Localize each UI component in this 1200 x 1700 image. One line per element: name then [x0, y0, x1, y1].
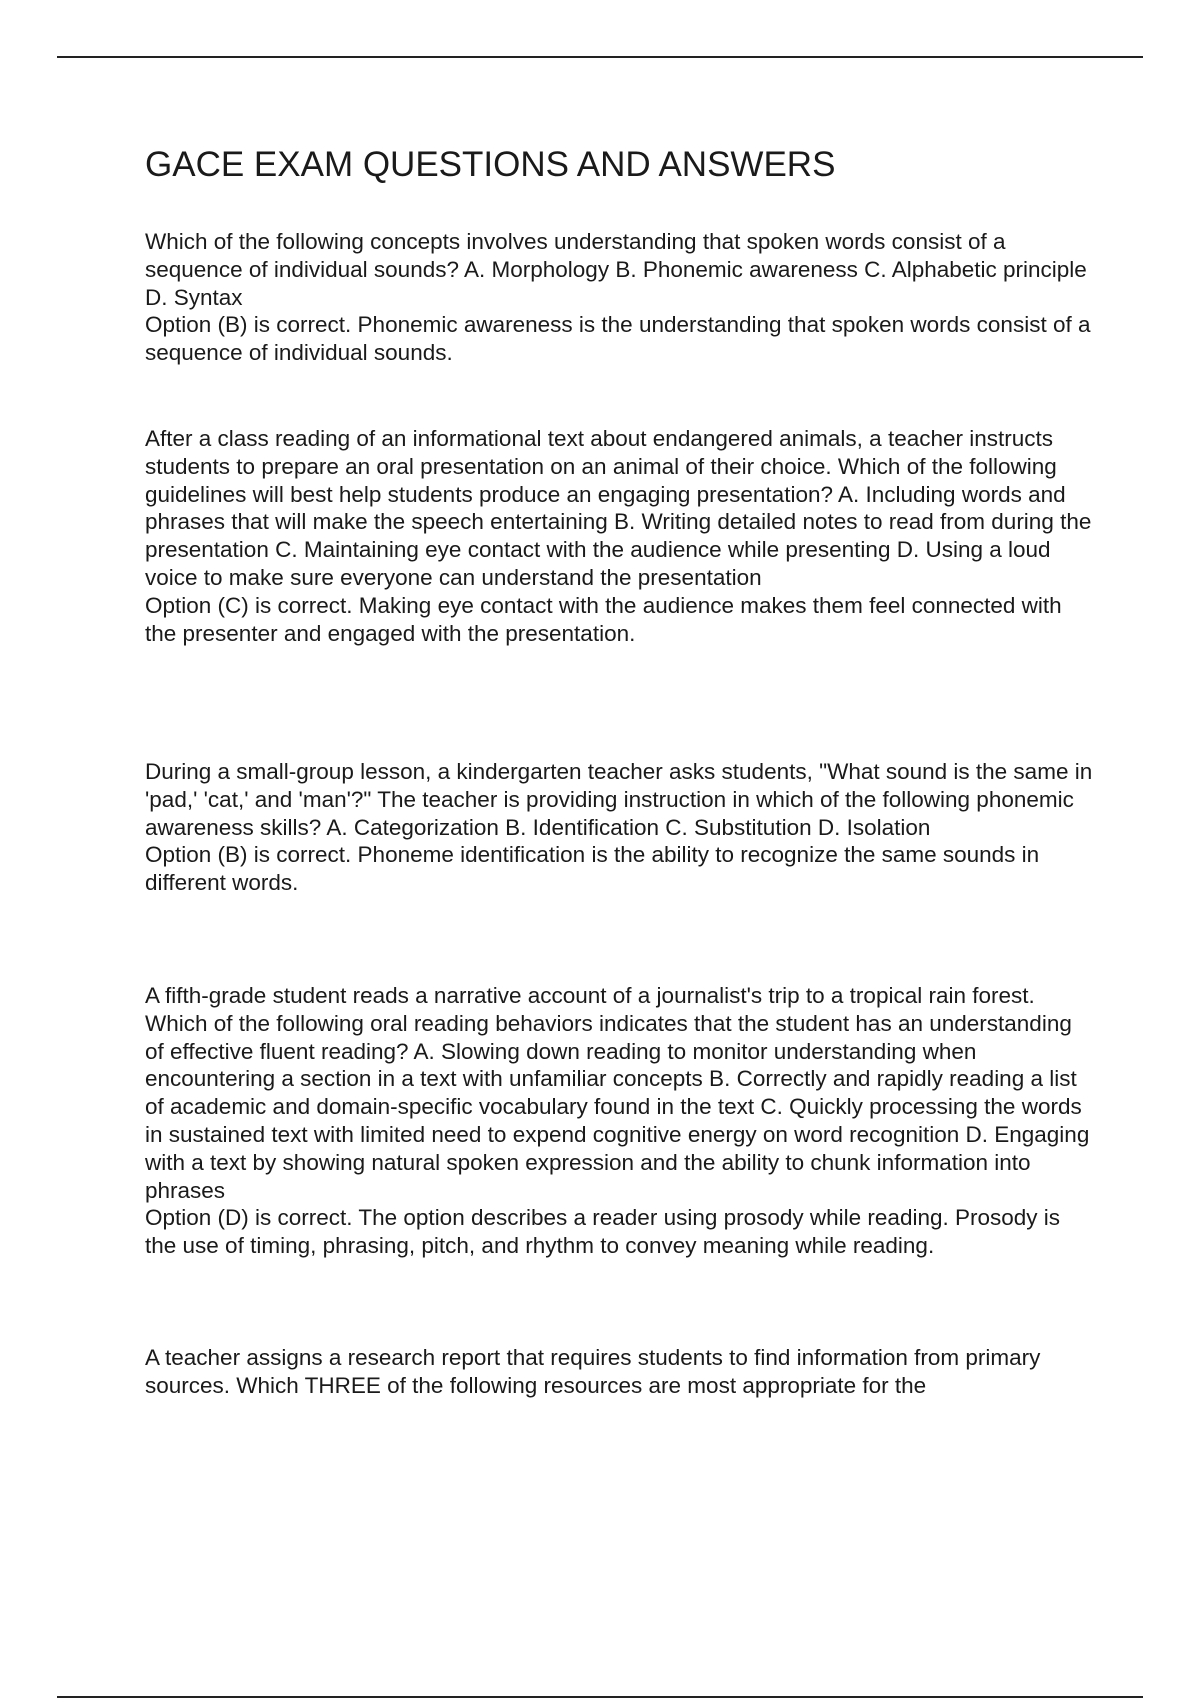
qa-item-2 — [145, 425, 1095, 647]
header-rule — [57, 56, 1143, 58]
qa-item-4 — [145, 982, 1095, 1260]
page-title: GACE EXAM QUESTIONS AND ANSWERS — [145, 145, 836, 184]
answer-text: Option (C) is correct. Making eye contact with the audience makes them feel connected with the presenter and engaged with the presentation. — [145, 592, 1062, 646]
footer-rule — [57, 1696, 1143, 1698]
question-text: A fifth-grade student reads a narrative account of a journalist's trip to a tropical rain forest. Which of the following oral reading behaviors indicates that the student has an understanding of effective fluent reading? A. Slowing down reading to monitor understanding when encountering a section in a text with unfamiliar concepts B. Correctly and rapidly reading a list of academic and domain-specific vocabulary found in the text C. Quickly processing the words in sustained text with limited need to expend cognitive energy on word recognition D. Engaging with a text by showing natural spoken expression and the ability to chunk information into phrases — [145, 983, 1090, 1203]
qa-item-1 — [145, 228, 1095, 367]
answer-text: Option (B) is correct. Phonemic awareness is the understanding that spoken words consist of a sequence of individual sounds. — [145, 312, 1091, 366]
question-text: After a class reading of an informational text about endangered animals, a teacher instructs students to prepare an oral presentation on an animal of their choice. Which of the following guidelines will best help students produce an engaging presentation? A. Including words and phrases that will make the speech entertaining B. Writing detailed notes to read from during the presentation C. Maintaining eye contact with the audience while presenting D. Using a loud voice to make sure everyone can understand the presentation — [145, 426, 1092, 590]
answer-text: Option (D) is correct. The option describes a reader using prosody while reading. Prosody is the use of timing, phrasing, pitch, and rhythm to convey meaning while reading. — [145, 1205, 1061, 1259]
question-text: A teacher assigns a research report that requires students to find information from primary sources. Which THREE of the following resources are most appropriate for the — [145, 1345, 1041, 1398]
qa-item-3 — [145, 758, 1095, 897]
question-text: During a small-group lesson, a kindergarten teacher asks students, "What sound is the same in 'pad,' 'cat,' and 'man'?" The teacher is providing instruction in which of the following phonemic awareness skills? A. Categorization B. Identification C. Substitution D. Isolation — [145, 759, 1093, 840]
qa-item-5 — [145, 1344, 1095, 1400]
answer-text: Option (B) is correct. Phoneme identification is the ability to recognize the same sounds in different words. — [145, 842, 1040, 896]
question-text: Which of the following concepts involves understanding that spoken words consist of a sequence of individual sounds? A. Morphology B. Phonemic awareness C. Alphabetic principle D. Syntax — [145, 229, 1087, 310]
